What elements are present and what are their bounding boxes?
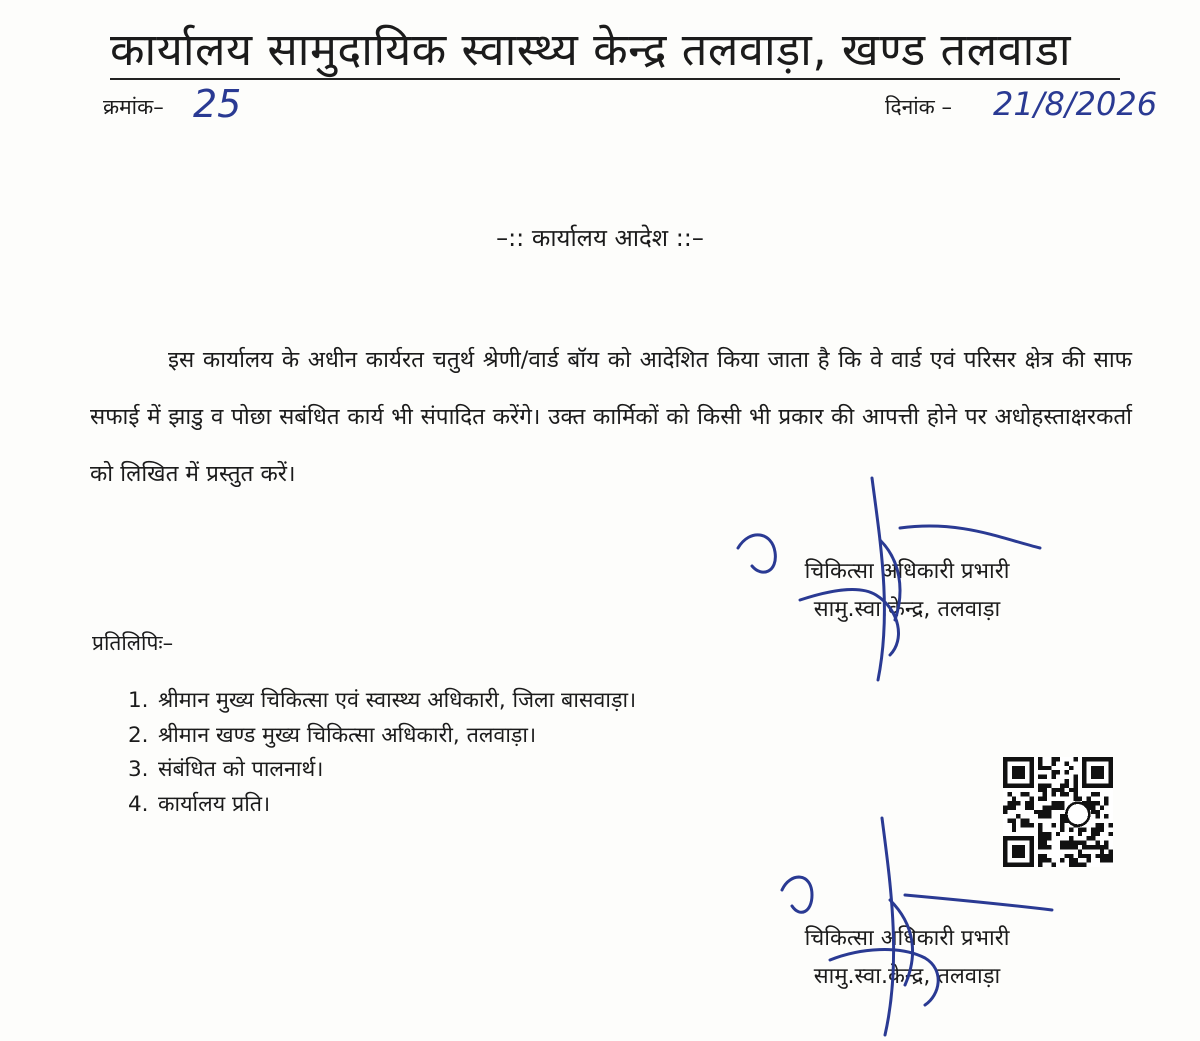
qr-code-icon bbox=[1003, 757, 1113, 867]
list-item-number: 2. bbox=[128, 722, 149, 748]
whatsapp-icon bbox=[1066, 803, 1089, 826]
office-order-heading: –:: कार्यालय आदेश ::– bbox=[496, 224, 704, 252]
list-item bbox=[128, 684, 636, 719]
signatory-designation: चिकित्सा अधिकारी प्रभारी bbox=[804, 559, 1010, 584]
list-item-number: 3. bbox=[128, 757, 149, 782]
list-item-number: 4. bbox=[128, 791, 149, 817]
office-title: कार्यालय सामुदायिक स्वास्थ्य केन्द्र तलवाड़ा, खण्ड तलवाडा bbox=[110, 22, 1120, 80]
list-item-number: 1. bbox=[128, 688, 149, 713]
list-item bbox=[128, 753, 636, 788]
date-label: दिनांक – bbox=[885, 95, 952, 119]
signatory-office: सामु.स्वा.केन्द्र, तलवाड़ा bbox=[813, 597, 1001, 622]
list-item-text: श्रीमान खण्ड मुख्य चिकित्सा अधिकारी, तलवाड़ा। bbox=[158, 722, 537, 748]
signatory-designation-copy: चिकित्सा अधिकारी प्रभारी bbox=[804, 926, 1010, 951]
copies-list bbox=[128, 684, 636, 822]
copies-label: प्रतिलिपिः– bbox=[92, 631, 174, 655]
signatory-office-copy: सामु.स्वा.केन्द्र, तलवाड़ा bbox=[813, 964, 1001, 989]
order-number-value: 25 bbox=[193, 82, 242, 126]
list-item bbox=[128, 719, 636, 754]
order-body: इस कार्यालय के अधीन कार्यरत चतुर्थ श्रेणी/वार्ड बॉय को आदेशित किया जाता है कि वे वार्ड एवं परिसर क्षेत्र की साफ सफाई में झाडु व पोछा सबंधित कार्य भी संपादित करेंगे। उक्त कार्मिकों को किसी भी प्रकार की आपत्ती होने पर अधोहस्ताक्षरकर्ता को लिखित में प्रस्तुत करें। bbox=[90, 347, 1132, 487]
order-number-label: क्रमांक– bbox=[103, 95, 164, 119]
list-item-text: कार्यालय प्रति। bbox=[158, 791, 271, 817]
list-item bbox=[128, 788, 636, 823]
list-item-text: संबंधित को पालनार्थ। bbox=[158, 757, 324, 782]
date-value: 21/8/2026 bbox=[993, 85, 1158, 123]
list-item-text: श्रीमान मुख्य चिकित्सा एवं स्वास्थ्य अधिकारी, जिला बासवाड़ा। bbox=[158, 688, 637, 713]
